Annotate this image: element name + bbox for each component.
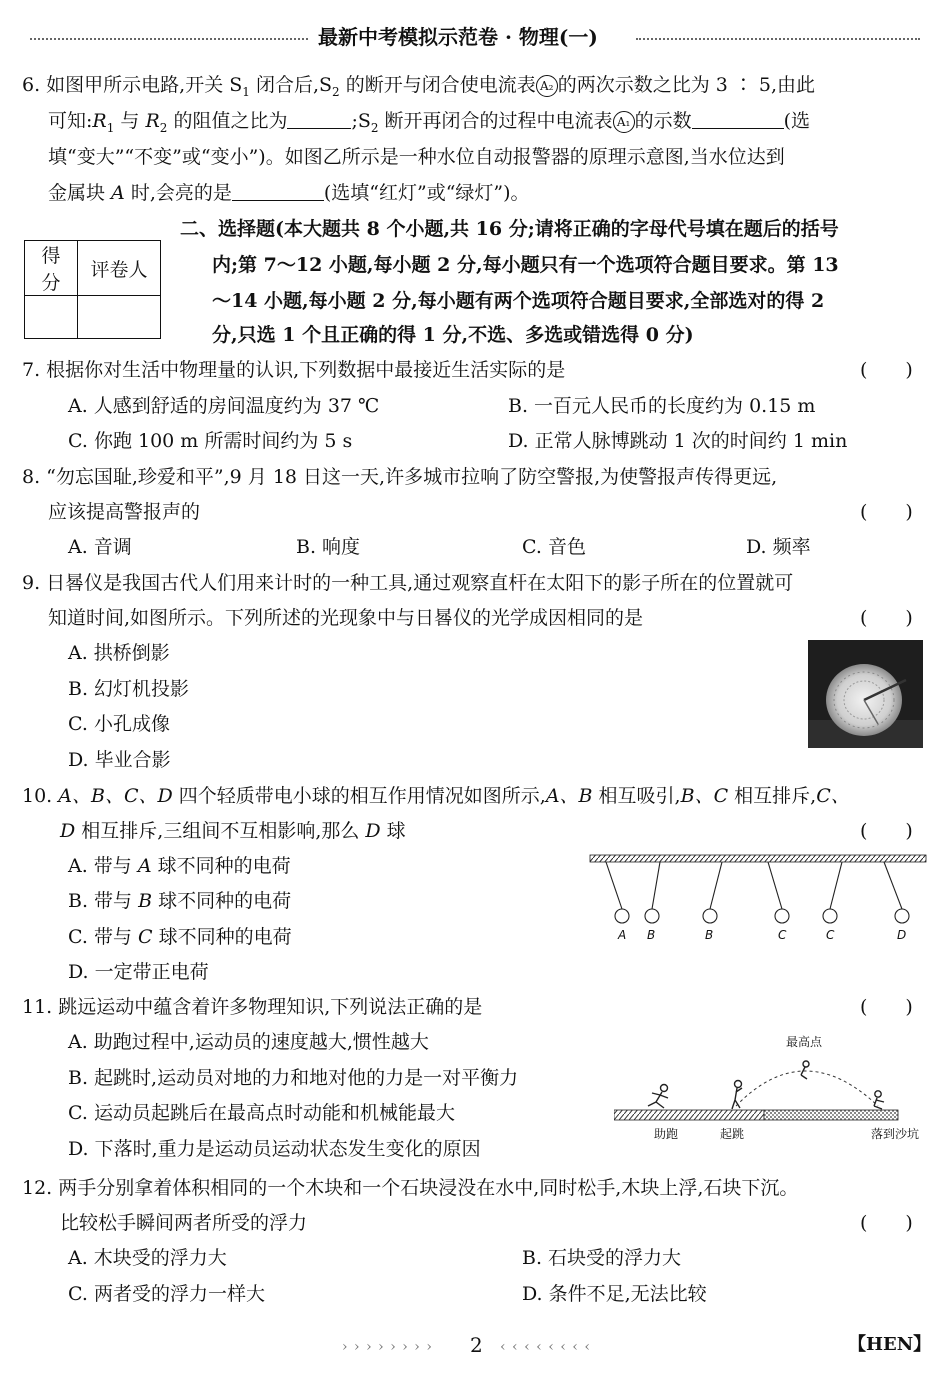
q10-option-d[interactable]: D. 一定带正电荷 (68, 961, 209, 983)
q11-stem: 11. 跳远运动中蕴含着许多物理知识,下列说法正确的是 (22, 996, 483, 1018)
ball-c-left (775, 909, 789, 923)
sundial-photo (808, 640, 923, 748)
q10-option-c[interactable]: C. 带与 C 球不同种的电荷 (68, 926, 292, 948)
label-take-off: 起跳 (720, 1127, 745, 1141)
q12-stem-line1: 12. 两手分别拿着体积相同的一个木块和一个石块浸没在水中,同时松手,木块上浮,石块下沉。 (22, 1177, 799, 1199)
score-cell[interactable] (25, 296, 78, 339)
q11-answer-paren[interactable]: ( ) (860, 996, 913, 1018)
ball-label-b2: B (705, 928, 714, 942)
q8-option-a[interactable]: A. 音调 (68, 536, 132, 558)
q9-stem-line2: 知道时间,如图所示。下列所述的光现象中与日晷仪的光学成因相同的是 (48, 607, 644, 629)
ball-b-left (645, 909, 659, 923)
footer-arrows-left: › › › › › › › › (342, 1339, 433, 1355)
score-label: 得分 (25, 241, 78, 296)
q9-option-b[interactable]: B. 幻灯机投影 (68, 678, 190, 700)
q6-line2: 可知$:R_1$ 与 $R_2$ 的阻值之比为 $;S_2$ 断开再闭合的过程中电流表 A₁ 的示数 (选 (48, 110, 810, 135)
section2-line2: 内;第 7～12 小题,每小题 2 分,每小题只有一个选项符合题目要求。第 13 (212, 254, 839, 276)
q12-option-d[interactable]: D. 条件不足,无法比较 (522, 1283, 707, 1305)
q9-option-a[interactable]: A. 拱桥倒影 (68, 642, 170, 664)
header-rule-left (30, 38, 308, 40)
score-table (24, 240, 161, 339)
footer-code: 【HEN】 (848, 1334, 932, 1355)
q8-option-d[interactable]: D. 频率 (746, 536, 811, 558)
footer-arrows-right: ‹ ‹ ‹ ‹ ‹ ‹ ‹ ‹ (500, 1339, 591, 1355)
q6-blank-lamp[interactable] (232, 182, 324, 201)
q11-option-c[interactable]: C. 运动员起跳后在最高点时动能和机械能最大 (68, 1102, 455, 1124)
ball-b-right (703, 909, 717, 923)
q11-option-d[interactable]: D. 下落时,重力是运动员运动状态发生变化的原因 (68, 1138, 481, 1160)
ball-label-c1: C (778, 928, 787, 942)
q12-stem-line2: 比较松手瞬间两者所受的浮力 (60, 1212, 308, 1234)
q10-answer-paren[interactable]: ( ) (860, 820, 913, 842)
ball-label-d: D (897, 928, 907, 942)
q11-option-a[interactable]: A. 助跑过程中,运动员的速度越大,惯性越大 (68, 1031, 429, 1053)
q12-option-b[interactable]: B. 石块受的浮力大 (522, 1247, 682, 1269)
q9-answer-paren[interactable]: ( ) (860, 607, 913, 629)
q12-answer-paren[interactable]: ( ) (860, 1212, 913, 1234)
ammeter-a1-icon: A₁ (613, 111, 635, 133)
q6-blank-ratio[interactable] (287, 110, 351, 129)
section2-line1: 二、选择题(本大题共 8 个小题,共 16 分;请将正确的字母代号填在题后的括号 (180, 218, 839, 240)
q12-option-c[interactable]: C. 两者受的浮力一样大 (68, 1283, 265, 1305)
q11-option-b[interactable]: B. 起跳时,运动员对地的力和地对他的力是一对平衡力 (68, 1067, 519, 1089)
q7-stem: 7. 根据你对生活中物理量的认识,下列数据中最接近生活实际的是 (22, 359, 566, 381)
q7-option-d[interactable]: D. 正常人脉博跳动 1 次的时间约 1 min (508, 430, 848, 452)
q8-stem-line2: 应该提高警报声的 (48, 501, 201, 523)
q8-option-b[interactable]: B. 响度 (296, 536, 361, 558)
ammeter-a2-icon: A₂ (536, 75, 558, 97)
q10-stem-line1: 10. A、B、C、D 四个轻质带电小球的相互作用情况如图所示,A、B 相互吸引,B、C 相互排斥,C、 (22, 785, 850, 807)
q7-answer-paren[interactable]: ( ) (860, 359, 913, 381)
grader-label: 评卷人 (78, 241, 161, 296)
q6-blank-reading[interactable] (692, 110, 784, 129)
q6-line3: 填“变大”“不变”或“变小”)。如图乙所示是一种水位自动报警器的原理示意图,当水位达到 (48, 146, 785, 168)
ball-label-a: A (618, 928, 627, 942)
page-title: 最新中考模拟示范卷 · 物理(一) (318, 25, 598, 49)
label-land-sandpit: 落到沙坑 (871, 1127, 920, 1141)
header-rule-right (636, 38, 920, 40)
q7-option-c[interactable]: C. 你跑 100 m 所需时间约为 5 s (68, 430, 353, 452)
q10-option-a[interactable]: A. 带与 A 球不同种的电荷 (68, 855, 291, 877)
label-run-up: 助跑 (654, 1127, 679, 1141)
q10-stem-line2: D 相互排斥,三组间不互相影响,那么 D 球 (60, 820, 406, 842)
ball-label-b1: B (647, 928, 656, 942)
q6-line4: 金属块 A 时,会亮的是 (选填“红灯”或“绿灯”)。 (48, 182, 530, 204)
q9-option-d[interactable]: D. 毕业合影 (68, 749, 171, 771)
ball-c-right (823, 909, 837, 923)
q9-option-c[interactable]: C. 小孔成像 (68, 713, 170, 735)
q12-option-a[interactable]: A. 木块受的浮力大 (68, 1247, 227, 1269)
ball-label-c2: C (826, 928, 835, 942)
q8-answer-paren[interactable]: ( ) (860, 501, 913, 523)
long-jump-figure (614, 1048, 902, 1128)
q7-option-a[interactable]: A. 人感到舒适的房间温度约为 37 ℃ (68, 395, 380, 417)
charged-balls-figure (588, 852, 928, 944)
ball-a (615, 909, 629, 923)
section2-line4: 分,只选 1 个且正确的得 1 分,不选、多选或错选得 0 分) (212, 324, 694, 346)
q6-line1: 6. 如图甲所示电路,开关 $S_1$ 闭合后$,S_2$ 的断开与闭合使电流表 A₂ 的两次示数之比为 3 ∶ 5,由此 (22, 74, 816, 99)
q10-option-b[interactable]: B. 带与 B 球不同种的电荷 (68, 890, 292, 912)
q8-stem-line1: 8. “勿忘国耻,珍爱和平”,9 月 18 日这一天,许多城市拉响了防空警报,为使警报声传得更远, (22, 466, 778, 488)
label-highest-point: 最高点 (786, 1035, 823, 1049)
q9-stem-line1: 9. 日晷仪是我国古代人们用来计时的一种工具,通过观察直杆在太阳下的影子所在的位置就可 (22, 572, 794, 594)
grader-cell[interactable] (78, 296, 161, 339)
q7-option-b[interactable]: B. 一百元人民币的长度约为 0.15 m (508, 395, 816, 417)
ball-d (895, 909, 909, 923)
section2-line3: ～14 小题,每小题 2 分,每小题有两个选项符合题目要求,全部选对的得 2 (212, 290, 825, 312)
q8-option-c[interactable]: C. 音色 (522, 536, 586, 558)
page-number: 2 (470, 1333, 483, 1357)
